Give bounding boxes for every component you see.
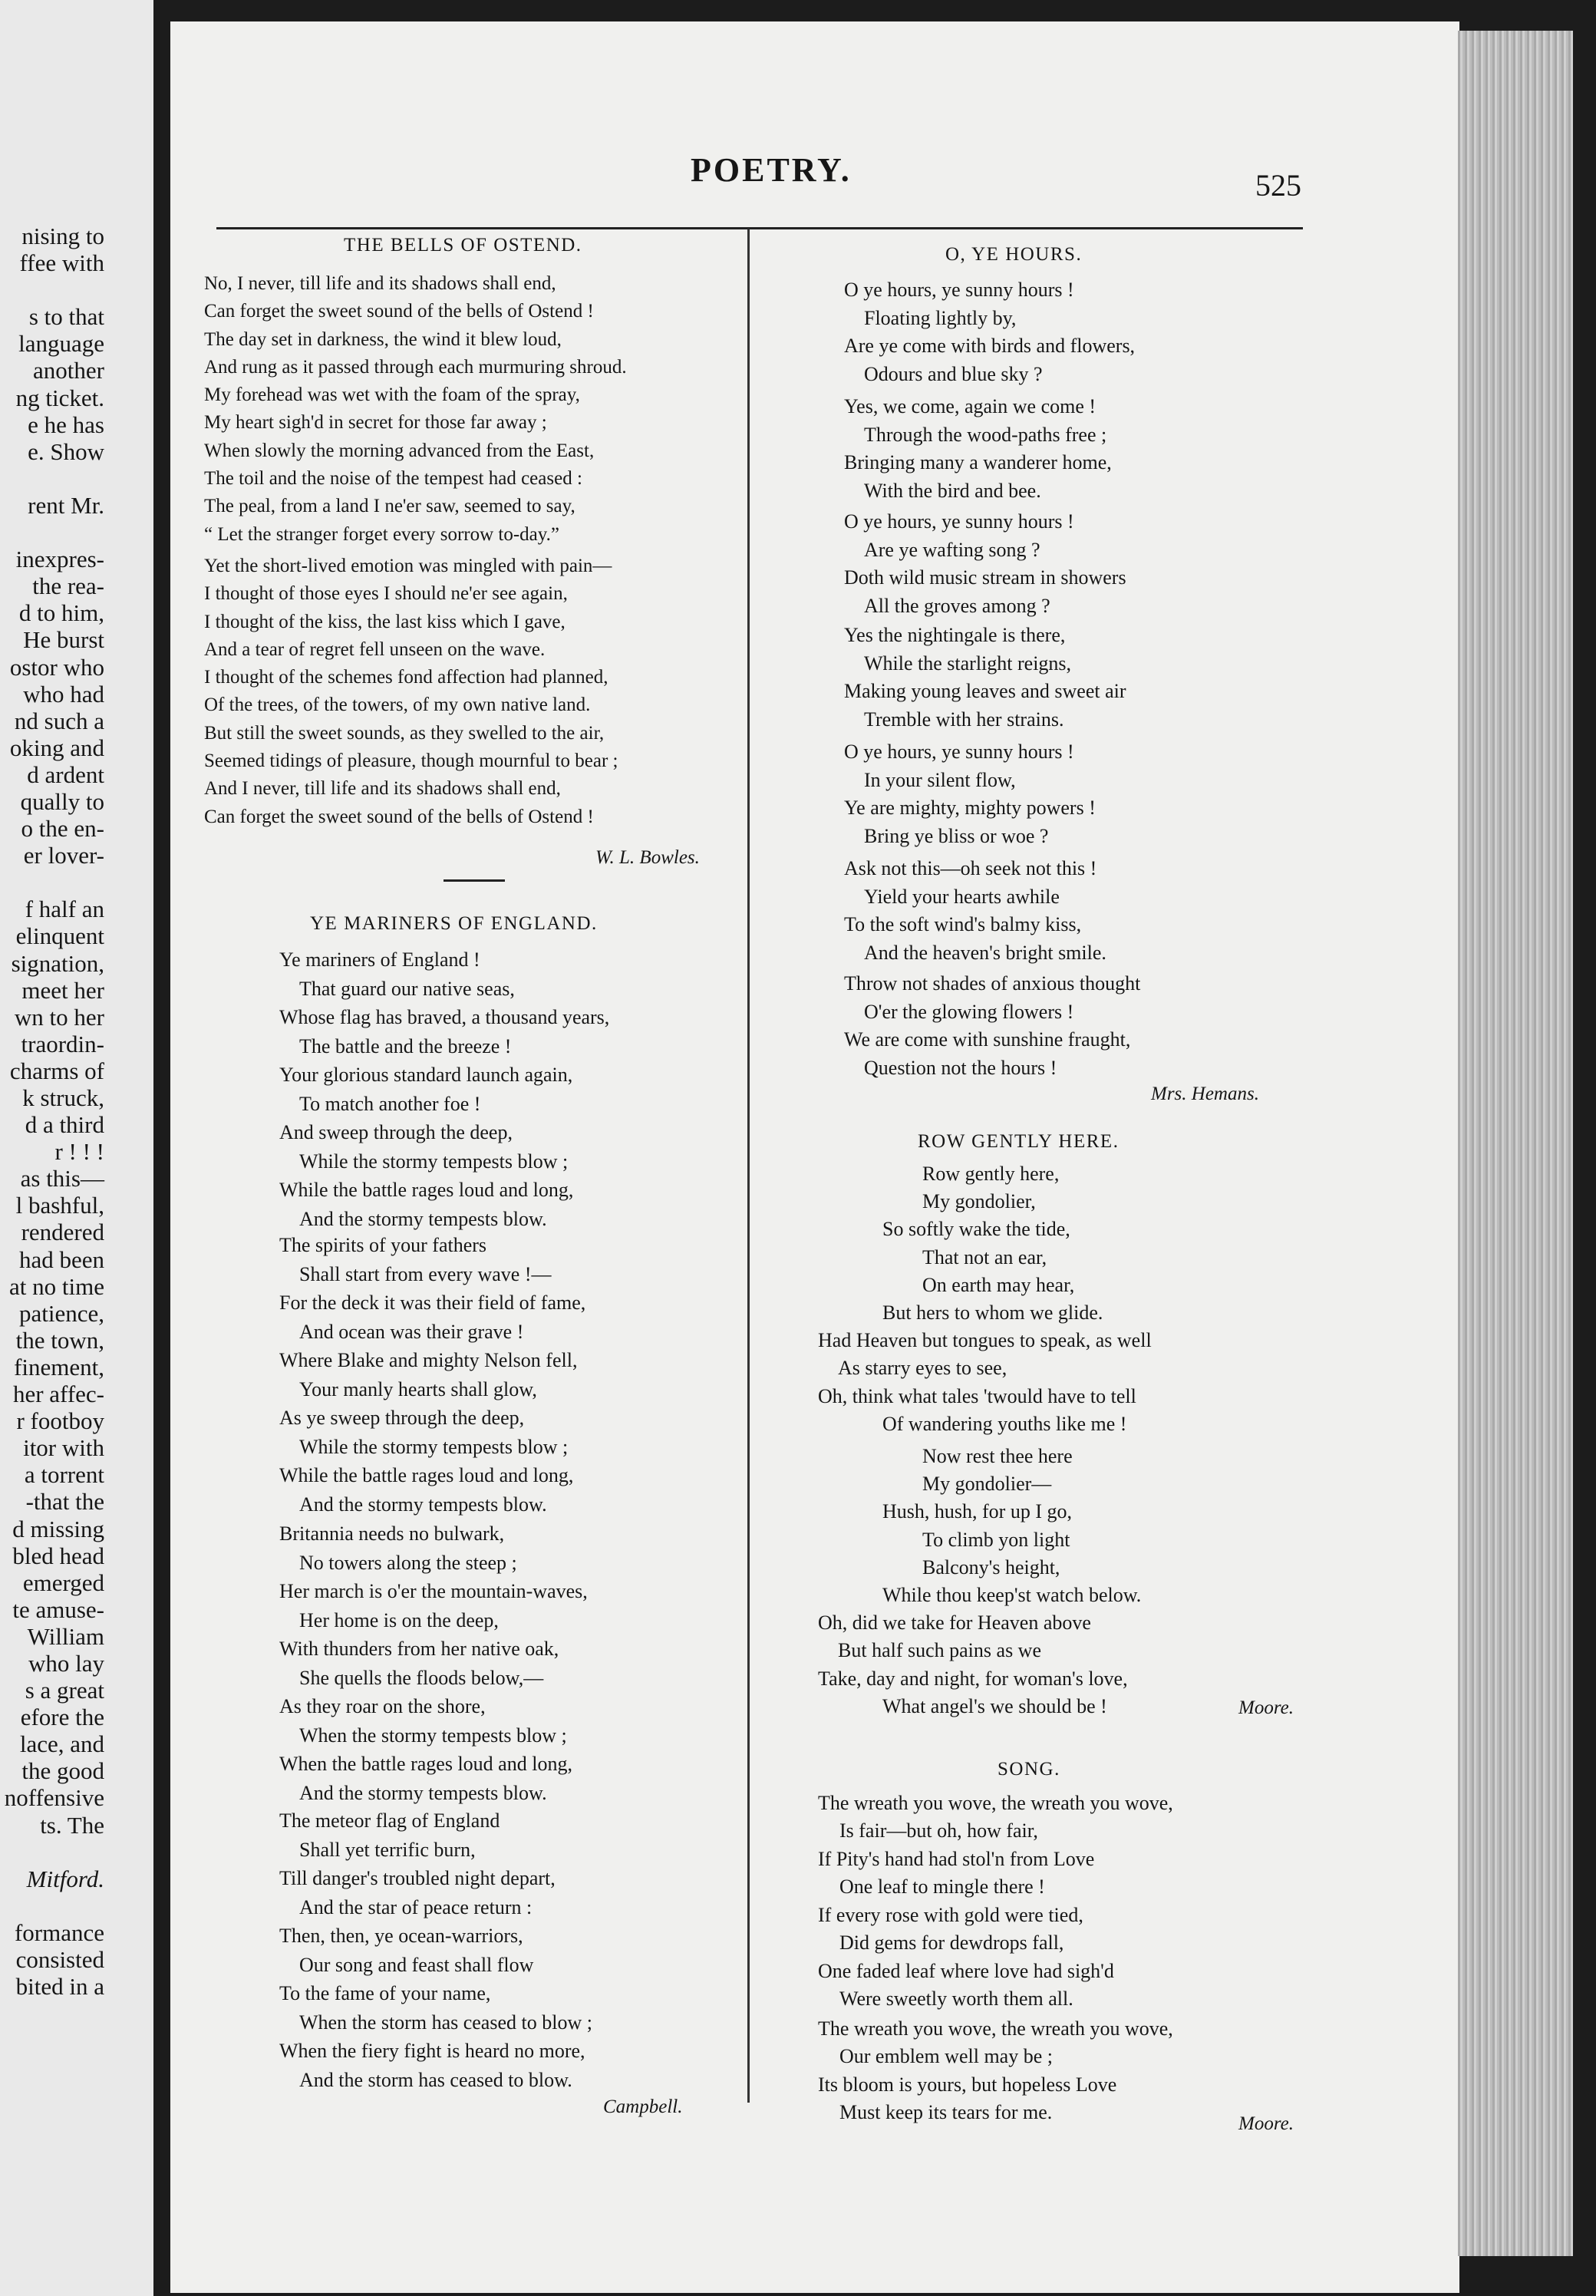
verse-line: Tremble with her strains. [864, 708, 1064, 731]
facing-page-text [0, 223, 104, 2000]
verse-line: O ye hours, ye sunny hours ! [844, 510, 1074, 533]
facing-page-line: te amuse- [12, 1595, 104, 1623]
verse-line: What angel's we should be ! [882, 1694, 1107, 1717]
verse-line: Yes, we come, again we come ! [844, 395, 1096, 417]
facing-page-line: who lay [28, 1649, 104, 1677]
verse-line: Can forget the sweet sound of the bells of Ostend ! [204, 301, 594, 322]
facing-page-line: ng ticket. [15, 384, 104, 411]
verse-line: Ye mariners of England ! [279, 948, 480, 971]
facing-page-line [0, 465, 104, 492]
verse-line: And the storm has ceased to blow. [299, 2068, 572, 2091]
verse-line: She quells the floods below,— [299, 1666, 544, 1689]
verse-line: My forehead was wet with the foam of the spray, [204, 384, 580, 406]
poem-title-row-gently-here: ROW GENTLY HERE. [918, 1131, 1120, 1152]
verse-line: Its bloom is yours, but hopeless Love [818, 2073, 1117, 2096]
facing-page-line: language [18, 330, 104, 358]
facing-page [0, 0, 153, 2296]
verse-line: But still the sweet sounds, as they swelled to the air, [204, 722, 605, 744]
facing-page-line: d missing [12, 1515, 104, 1542]
stanza [844, 970, 1140, 1082]
facing-page-line: oking and [9, 734, 104, 761]
verse-line: As they roar on the shore, [279, 1695, 486, 1717]
facing-page-line: d to him, [18, 599, 104, 627]
facing-page-line: as this— [20, 1165, 104, 1193]
facing-page-line: a torrent [24, 1461, 104, 1489]
facing-page-line: rent Mr. [28, 491, 104, 519]
stanza [204, 553, 618, 831]
verse-line: The spirits of your fathers [279, 1234, 487, 1256]
facing-page-line: rendered [21, 1219, 104, 1246]
facing-page-line: l bashful, [15, 1192, 104, 1219]
verse-line: And the heaven's bright smile. [864, 941, 1106, 964]
verse-line: O ye hours, ye sunny hours ! [844, 279, 1074, 301]
column-rule [747, 229, 750, 2103]
verse-line: If every rose with gold were tied, [818, 1904, 1083, 1926]
verse-line: Ye are mighty, mighty powers ! [844, 797, 1096, 819]
verse-line: Then, then, ye ocean-warriors, [279, 1925, 523, 1947]
facing-page-line: ts. The [40, 1811, 104, 1839]
stanza [279, 1519, 588, 1807]
attribution-hemans: Mrs. Hemans. [1151, 1084, 1259, 1104]
verse-line: So softly wake the tide, [882, 1218, 1070, 1241]
facing-page-line: o the en- [21, 815, 104, 843]
verse-line: To climb yon light [922, 1528, 1070, 1551]
verse-line: For the deck it was their field of fame, [279, 1292, 586, 1314]
verse-line: I thought of the schemes fond affection had planned, [204, 667, 608, 688]
page-edges [1458, 31, 1573, 2256]
facing-page-line: e he has [28, 411, 104, 438]
verse-line: One faded leaf where love had sigh'd [818, 1959, 1114, 1982]
verse-line: Question not the hours ! [864, 1056, 1057, 1079]
verse-line: And the star of peace return : [299, 1895, 533, 1918]
verse-line: Can forget the sweet sound of the bells of Ostend ! [204, 806, 594, 827]
facing-page-line: s a great [25, 1677, 104, 1704]
facing-page-line: d a third [25, 1111, 104, 1139]
stanza [844, 276, 1135, 388]
verse-line: The wreath you wove, the wreath you wove, [818, 1792, 1173, 1814]
stanza [844, 393, 1112, 505]
verse-line: When the storm has ceased to blow ; [299, 2011, 592, 2034]
verse-line: Till danger's troubled night depart, [279, 1867, 556, 1889]
verse-line: Row gently here, [922, 1163, 1060, 1185]
verse-line: On earth may hear, [922, 1273, 1075, 1296]
verse-line: Yet the short-lived emotion was mingled with pain— [204, 556, 612, 576]
verse-line: That guard our native seas, [299, 977, 515, 1000]
verse-line: My gondolier— [922, 1473, 1052, 1496]
poem-title-song: SONG. [998, 1759, 1060, 1780]
verse-line: Her home is on the deep, [299, 1608, 499, 1631]
facing-page-line: f half an [25, 896, 104, 923]
verse-line: Balcony's height, [922, 1555, 1060, 1578]
facing-page-line: noffensive [4, 1784, 104, 1812]
stanza [818, 1160, 1152, 1438]
facing-page-line: another [33, 357, 104, 384]
verse-line: “ Let the stranger forget every sorrow to-day.” [204, 523, 560, 545]
verse-line: While thou keep'st watch below. [882, 1584, 1142, 1607]
page-number: 525 [1255, 168, 1301, 203]
verse-line: The meteor flag of England [279, 1809, 500, 1832]
facing-page-line: er lover- [23, 842, 104, 869]
verse-line: Making young leaves and sweet air [844, 680, 1126, 702]
stanza [844, 855, 1106, 967]
verse-line: Your manly hearts shall glow, [299, 1377, 537, 1400]
poem-separator [444, 879, 505, 882]
verse-line: While the starlight reigns, [864, 652, 1072, 675]
verse-line: And ocean was their grave ! [299, 1320, 524, 1343]
verse-line: Bring ye bliss or woe ? [864, 824, 1049, 847]
verse-line: Must keep its tears for me. [839, 2100, 1053, 2123]
stanza [818, 2015, 1173, 2126]
verse-line: The battle and the breeze ! [299, 1034, 512, 1057]
verse-line: If Pity's hand had stol'n from Love [818, 1847, 1095, 1870]
stanza [279, 1231, 585, 1519]
verse-line: No towers along the steep ; [299, 1551, 517, 1574]
verse-line: When the stormy tempests blow ; [299, 1724, 567, 1747]
verse-line: Her march is o'er the mountain-waves, [279, 1580, 588, 1602]
verse-line: To the soft wind's balmy kiss, [844, 913, 1082, 935]
facing-page-line: bited in a [15, 1973, 104, 2001]
facing-page-line [0, 276, 104, 303]
facing-page-line: had been [18, 1245, 104, 1273]
verse-line: The day set in darkness, the wind it blew loud, [204, 328, 562, 350]
verse-line: With the bird and bee. [864, 479, 1041, 502]
facing-page-attribution: Mitford. [26, 1865, 104, 1892]
facing-page-line [0, 519, 104, 546]
verse-line: Oh, did we take for Heaven above [818, 1611, 1091, 1635]
verse-line: To match another foe ! [299, 1092, 481, 1115]
verse-line: As starry eyes to see, [838, 1357, 1007, 1380]
verse-line: Whose flag has braved, a thousand years, [279, 1006, 610, 1028]
header-rule [216, 227, 1303, 229]
verse-line: No, I never, till life and its shadows shall end, [204, 273, 556, 294]
verse-line: Shall start from every wave !— [299, 1262, 552, 1285]
verse-line: My heart sigh'd in secret for those far away ; [204, 412, 547, 434]
verse-line: Oh, think what tales 'twould have to tell [818, 1384, 1136, 1407]
verse-line: Bringing many a wanderer home, [844, 451, 1112, 473]
verse-line: We are come with sunshine fraught, [844, 1028, 1131, 1051]
verse-line: And the stormy tempests blow. [299, 1493, 547, 1516]
facing-page-line: William [27, 1622, 104, 1650]
facing-page-line: elinquent [15, 922, 104, 950]
verse-line: Throw not shades of anxious thought [844, 972, 1141, 995]
verse-line: While the stormy tempests blow ; [299, 1150, 569, 1173]
stanza [818, 1902, 1114, 2013]
verse-line: Britannia needs no bulwark, [279, 1522, 505, 1545]
verse-line: Now rest thee here [922, 1445, 1073, 1467]
verse-line: Through the wood-paths free ; [864, 423, 1107, 446]
facing-page-line: finement, [14, 1353, 104, 1381]
verse-line: To the fame of your name, [279, 1982, 491, 2004]
verse-line: Our song and feast shall flow [299, 1953, 534, 1976]
stanza [844, 738, 1096, 850]
verse-line: Did gems for dewdrops fall, [839, 1931, 1064, 1955]
stanza [818, 1790, 1173, 1901]
facing-page-line: r footboy [16, 1407, 104, 1435]
facing-page-line: qually to [20, 787, 104, 815]
facing-page-line: itor with [23, 1434, 104, 1462]
verse-line: I thought of the kiss, the last kiss which I gave, [204, 611, 566, 632]
verse-line: Yes the nightingale is there, [844, 624, 1066, 646]
facing-page-line: nd such a [14, 707, 104, 734]
facing-page-line: patience, [18, 1299, 104, 1327]
verse-line: Where Blake and mighty Nelson fell, [279, 1349, 578, 1371]
facing-page-line: traordin- [21, 1030, 104, 1057]
verse-line: One leaf to mingle there ! [839, 1875, 1045, 1898]
verse-line: As ye sweep through the deep, [279, 1407, 525, 1429]
facing-page-line: meet her [21, 976, 104, 1004]
facing-page-line: ostor who [9, 653, 104, 681]
facing-page-line: formance [14, 1918, 104, 1946]
poem-title-ye-mariners-of-england: YE MARINERS OF ENGLAND. [310, 913, 598, 934]
verse-line: Shall yet terrific burn, [299, 1838, 476, 1861]
facing-page-line: consisted [15, 1946, 104, 1973]
facing-page-line: wn to her [14, 1003, 104, 1031]
verse-line: But half such pains as we [838, 1639, 1042, 1662]
verse-line: Hush, hush, for up I go, [882, 1500, 1072, 1523]
verse-line: And I never, till life and its shadows shall end, [204, 778, 561, 800]
verse-line: Yield your hearts awhile [864, 885, 1060, 908]
verse-line: Doth wild music stream in showers [844, 566, 1126, 589]
verse-line: And the stormy tempests blow. [299, 1781, 547, 1804]
verse-line: While the stormy tempests blow ; [299, 1435, 569, 1458]
verse-line: And the stormy tempests blow. [299, 1207, 547, 1230]
verse-line: While the battle rages loud and long, [279, 1179, 574, 1201]
verse-line: But hers to whom we glide. [882, 1301, 1103, 1324]
verse-line: O ye hours, ye sunny hours ! [844, 741, 1074, 763]
poem-title-o-ye-hours: O, YE HOURS. [945, 244, 1083, 265]
verse-line: The peal, from a land I ne'er saw, seemed to say, [204, 496, 575, 517]
verse-line: The wreath you wove, the wreath you wove, [818, 2017, 1173, 2040]
facing-page-line: inexpres- [15, 546, 104, 573]
attribution-bowles: W. L. Bowles. [595, 847, 700, 868]
verse-line: And a tear of regret fell unseen on the wave. [204, 638, 546, 660]
attribution-moore-song: Moore. [1238, 2113, 1294, 2134]
verse-line: When the fiery fight is heard no more, [279, 2040, 585, 2062]
verse-line: And sweep through the deep, [279, 1121, 513, 1143]
facing-page-line: the town, [15, 1326, 104, 1354]
verse-line: Of wandering youths like me ! [882, 1412, 1127, 1435]
facing-page-line: emerged [22, 1569, 104, 1596]
verse-line: Is fair—but oh, how fair, [839, 1819, 1038, 1842]
verse-line: All the groves among ? [864, 594, 1050, 617]
verse-line: With thunders from her native oak, [279, 1638, 559, 1660]
verse-line: Were sweetly worth them all. [839, 1987, 1073, 2010]
verse-line: I thought of those eyes I should ne'er see again, [204, 583, 568, 605]
facing-page-line: s to that [28, 303, 104, 331]
verse-line: And rung as it passed through each murmuring shroud. [204, 356, 627, 378]
facing-page-line: lace, and [19, 1730, 104, 1758]
verse-line: Odours and blue sky ? [864, 362, 1043, 385]
facing-page-line: He burst [23, 626, 104, 654]
stanza [204, 270, 627, 549]
verse-line: Had Heaven but tongues to speak, as well [818, 1329, 1152, 1352]
facing-page-line: -that the [25, 1488, 104, 1516]
verse-line: When slowly the morning advanced from the East, [204, 440, 595, 461]
facing-page-line: e. Show [28, 437, 104, 465]
verse-line: Are ye come with birds and flowers, [844, 335, 1136, 357]
facing-page-line: at no time [9, 1272, 104, 1300]
stanza [279, 945, 609, 1233]
facing-page-line: charms of [9, 1057, 104, 1084]
facing-page-line: nising to [21, 223, 104, 249]
verse-line: The toil and the noise of the tempest had ceased : [204, 468, 582, 490]
facing-page-line: the rea- [32, 572, 104, 600]
verse-line: Ask not this—oh seek not this ! [844, 857, 1097, 879]
facing-page-line: efore the [20, 1704, 104, 1731]
facing-page-line: k struck, [22, 1084, 104, 1111]
running-title: POETRY. [691, 151, 852, 189]
attribution-campbell: Campbell. [603, 2096, 683, 2117]
verse-line: Of the trees, of the towers, of my own native land. [204, 694, 591, 716]
facing-page-line: signation, [11, 949, 104, 977]
facing-page-line: her affec- [12, 1381, 104, 1408]
facing-page-line: the good [21, 1757, 104, 1785]
facing-page-line: bled head [12, 1542, 104, 1569]
verse-line: Your glorious standard launch again, [279, 1064, 573, 1086]
verse-line: Seemed tidings of pleasure, though mournful to bear ; [204, 750, 618, 772]
verse-line: In your silent flow, [864, 768, 1016, 791]
stanza [844, 508, 1126, 620]
verse-line: Our emblem well may be ; [839, 2045, 1053, 2068]
facing-page-line: d ardent [27, 760, 104, 788]
attribution-moore-row: Moore. [1238, 1697, 1294, 1718]
verse-line: Floating lightly by, [864, 306, 1017, 329]
verse-line: My gondolier, [922, 1190, 1036, 1213]
facing-page-line: ffee with [19, 249, 104, 277]
verse-line: Take, day and night, for woman's love, [818, 1667, 1128, 1690]
stanza [818, 1443, 1141, 1720]
verse-line: When the battle rages loud and long, [279, 1753, 572, 1775]
facing-page-line: who had [23, 680, 104, 708]
facing-page-line [0, 869, 104, 896]
poem-title-bells-of-ostend: THE BELLS OF OSTEND. [344, 235, 582, 256]
verse-line: O'er the glowing flowers ! [864, 1000, 1074, 1023]
verse-line: While the battle rages loud and long, [279, 1464, 574, 1486]
verse-line: Are ye wafting song ? [864, 538, 1040, 561]
facing-page-line: r ! ! ! [54, 1138, 104, 1166]
verse-line: That not an ear, [922, 1245, 1047, 1268]
stanza [844, 622, 1126, 734]
stanza [279, 1806, 592, 2094]
